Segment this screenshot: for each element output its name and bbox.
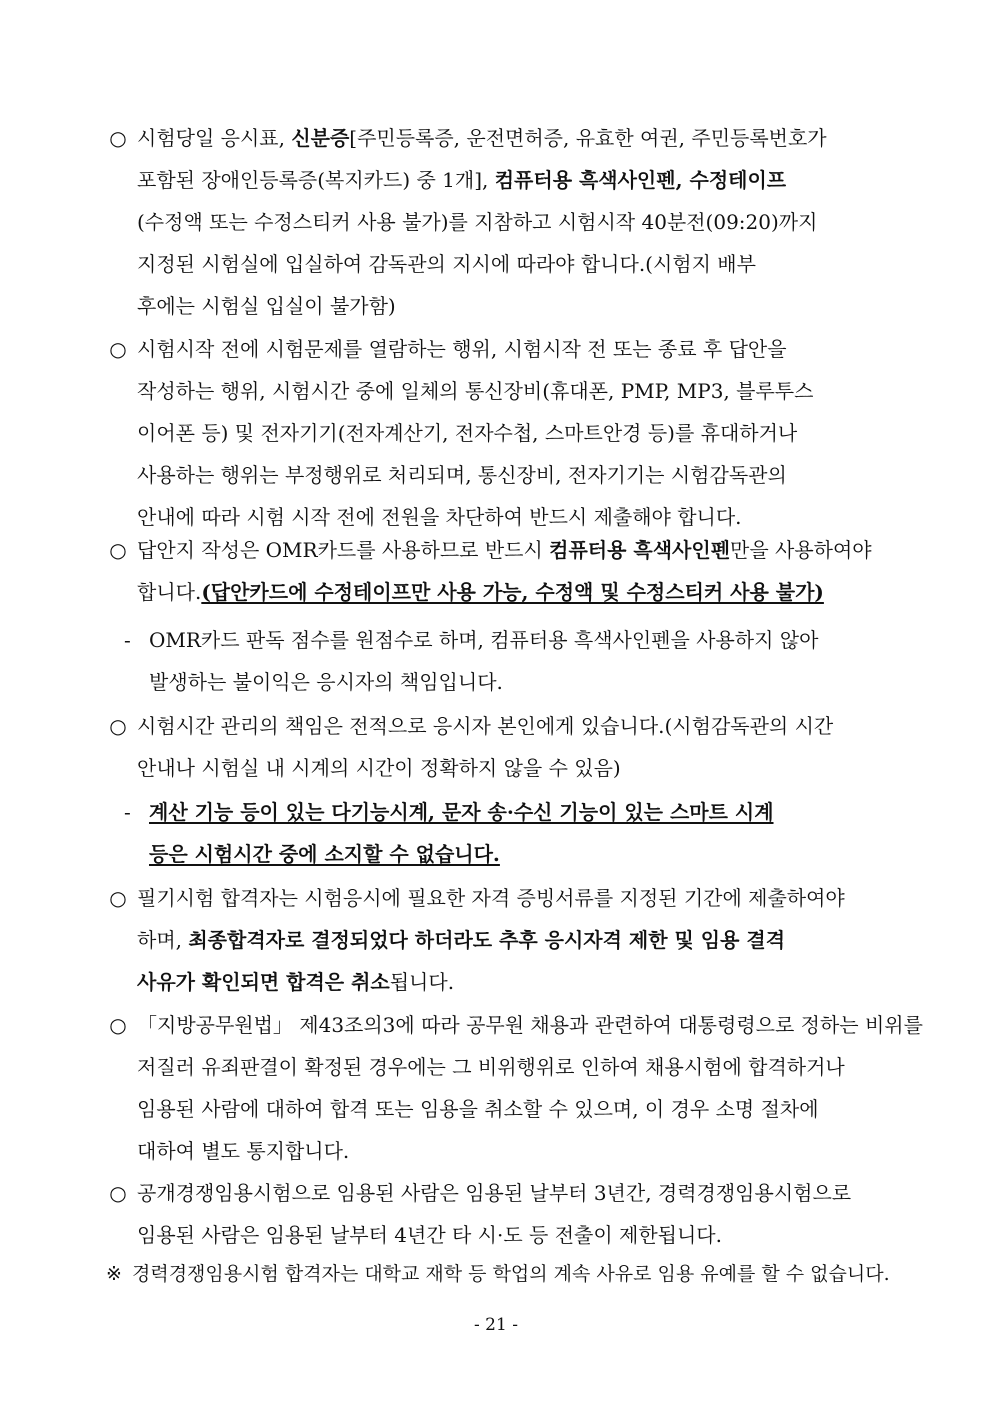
note-line <box>0 1254 992 1294</box>
body-text: 시험시작 전에 시험문제를 열람하는 행위, 시험시작 전 또는 종료 후 답안을 <box>137 337 787 361</box>
paragraph-line <box>0 878 992 918</box>
paragraph-line <box>0 118 992 158</box>
body-text: (수정액 또는 수정스티커 사용 불가)를 지참하고 시험시작 40분전(09:20)까지 <box>137 210 818 234</box>
reference-mark: ※ <box>106 1263 122 1285</box>
dash-marker: - <box>124 628 131 652</box>
emphasis-text: (답안카드에 수정테이프만 사용 가능, 수정액 및 수정스티커 사용 불가) <box>201 580 824 604</box>
paragraph-line <box>0 1047 992 1087</box>
body-text: [주민등록증, 운전면허증, 유효한 여권, 주민등록번호가 <box>349 126 827 150</box>
body-text: 시험시간 관리의 책임은 전적으로 응시자 본인에게 있습니다.(시험감독관의 시간 <box>137 714 834 738</box>
paragraph-line <box>0 455 992 495</box>
body-text: 안내에 따라 시험 시작 전에 전원을 차단하여 반드시 제출해야 합니다. <box>137 505 742 529</box>
body-text: 하며, <box>137 928 189 952</box>
body-text: 대하여 별도 통지합니다. <box>137 1139 350 1163</box>
circle-bullet: ○ <box>109 126 127 150</box>
body-text: 됩니다. <box>389 970 455 994</box>
body-text: 발생하는 불이익은 응시자의 책임입니다. <box>149 670 503 694</box>
paragraph-line <box>0 920 992 960</box>
body-text: 임용된 사람에 대하여 합격 또는 임용을 취소할 수 있으며, 이 경우 소명 절차에 <box>137 1097 819 1121</box>
body-text: 작성하는 행위, 시험시간 중에 일체의 통신장비(휴대폰, PMP, MP3, 블루투스 <box>137 379 814 403</box>
body-text: 사용하는 행위는 부정행위로 처리되며, 통신장비, 전자기기는 시험감독관의 <box>137 463 787 487</box>
paragraph-line <box>0 1089 992 1129</box>
paragraph-line <box>0 748 992 788</box>
page-number: - 21 - <box>474 1315 518 1335</box>
note-text: 경력경쟁임용시험 합격자는 대학교 재학 등 학업의 계속 사유로 임용 유예를 할 수 없습니다. <box>132 1263 890 1285</box>
paragraph-line <box>0 662 992 702</box>
body-text: 이어폰 등) 및 전자기기(전자계산기, 전자수첩, 스마트안경 등)를 휴대하거나 <box>137 421 798 445</box>
body-text: 합니다. <box>137 580 202 604</box>
circle-bullet: ○ <box>109 886 127 910</box>
emphasis-text: 사유가 확인되면 합격은 취소 <box>137 970 390 994</box>
paragraph-line <box>0 1215 992 1255</box>
paragraph-line <box>0 329 992 369</box>
emphasis-text: 컴퓨터용 흑색사인펜 <box>549 538 731 562</box>
emphasis-text: 등은 시험시간 중에 소지할 수 없습니다. <box>149 842 500 866</box>
paragraph-line <box>0 244 992 284</box>
body-text: 포함된 장애인등록증(복지카드) 중 1개], <box>137 168 495 192</box>
circle-bullet: ○ <box>109 714 127 738</box>
body-text: 필기시험 합격자는 시험응시에 필요한 자격 증빙서류를 지정된 기간에 제출하여야 <box>137 886 845 910</box>
body-text: 만을 사용하여야 <box>730 538 872 562</box>
emphasis-text: 컴퓨터용 흑색사인펜, 수정테이프 <box>494 168 787 192</box>
paragraph-line <box>0 413 992 453</box>
body-text: 「지방공무원법」 제43조의3에 따라 공무원 채용과 관련하여 대통령령으로 정하는 비위를 <box>137 1013 923 1037</box>
body-text: 답안지 작성은 OMR카드를 사용하므로 반드시 <box>137 538 550 562</box>
paragraph-line <box>0 530 992 570</box>
body-text: 임용된 사람은 임용된 날부터 4년간 타 시·도 등 전출이 제한됩니다. <box>137 1223 722 1247</box>
paragraph-line <box>0 572 992 612</box>
circle-bullet: ○ <box>109 1013 127 1037</box>
body-text: 안내나 시험실 내 시계의 시간이 정확하지 않을 수 있음) <box>137 756 621 780</box>
paragraph-line <box>0 706 992 746</box>
paragraph-line <box>0 834 992 874</box>
body-text: 공개경쟁임용시험으로 임용된 사람은 임용된 날부터 3년간, 경력경쟁임용시험으로 <box>137 1181 852 1205</box>
paragraph-line <box>0 792 992 832</box>
paragraph-line <box>0 371 992 411</box>
emphasis-text: 신분증 <box>291 126 350 150</box>
body-text: 시험당일 응시표, <box>137 126 292 150</box>
circle-bullet: ○ <box>109 1181 127 1205</box>
paragraph-line <box>0 160 992 200</box>
circle-bullet: ○ <box>109 538 127 562</box>
circle-bullet: ○ <box>109 337 127 361</box>
emphasis-text: 계산 기능 등이 있는 다기능시계, 문자 송·수신 기능이 있는 스마트 시계 <box>149 800 774 824</box>
paragraph-line <box>0 962 992 1002</box>
body-text: 후에는 시험실 입실이 불가함) <box>137 294 396 318</box>
body-text: OMR카드 판독 점수를 원점수로 하며, 컴퓨터용 흑색사인펜을 사용하지 않아 <box>149 628 819 652</box>
paragraph-line <box>0 1173 992 1213</box>
paragraph-line <box>0 202 992 242</box>
dash-marker: - <box>124 800 131 824</box>
paragraph-line <box>0 1131 992 1171</box>
body-text: 지정된 시험실에 입실하여 감독관의 지시에 따라야 합니다.(시험지 배부 <box>137 252 756 276</box>
body-text: 저질러 유죄판결이 확정된 경우에는 그 비위행위로 인하여 채용시험에 합격하거나 <box>137 1055 845 1079</box>
paragraph-line <box>0 1005 992 1045</box>
paragraph-line <box>0 286 992 326</box>
paragraph-line <box>0 620 992 660</box>
emphasis-text: 최종합격자로 결정되었다 하더라도 추후 응시자격 제한 및 임용 결격 <box>188 928 786 952</box>
